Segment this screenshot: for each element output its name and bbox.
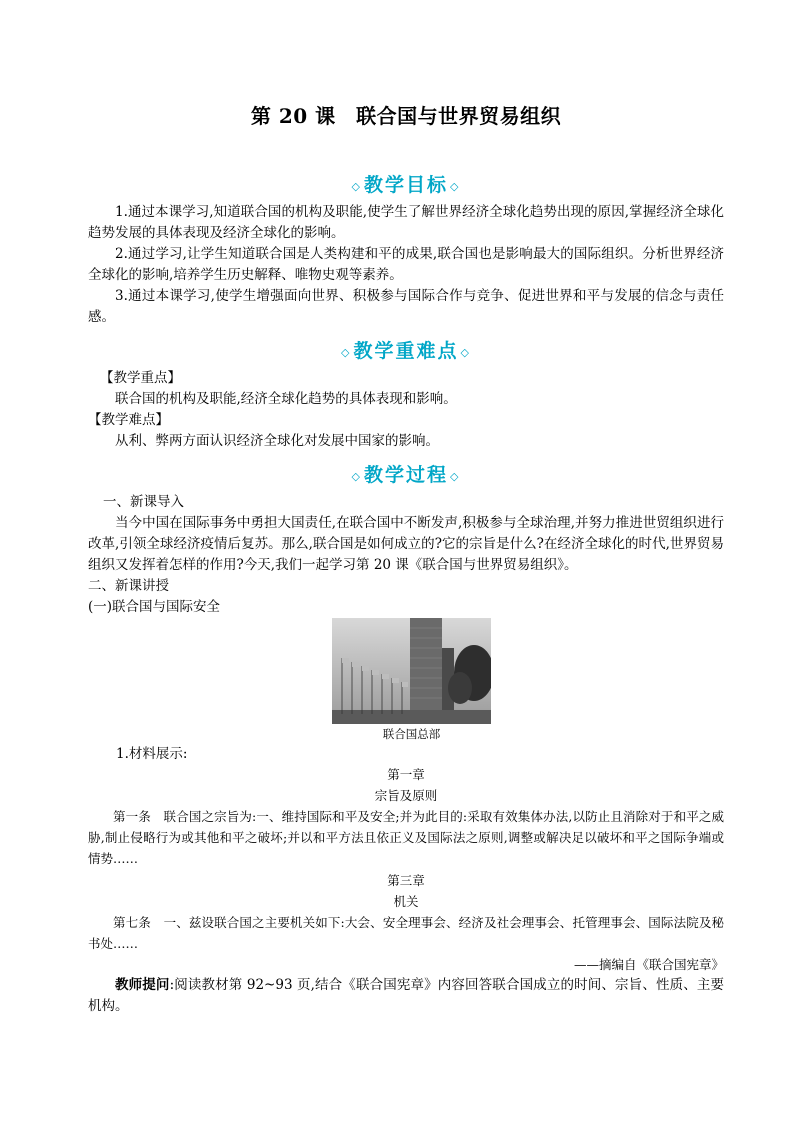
subsection-heading: (一)联合国与国际安全 — [88, 599, 221, 615]
objective-3: 3.通过本课学习,使学生增强面向世界、积极参与国际合作与竞争、促进世界和平与发展的信念与责任感。 — [88, 288, 724, 325]
chapter1-title: 第一章 — [387, 767, 425, 782]
diamond-icon: ◇ — [351, 469, 362, 483]
process-heading: ◇ 教学过程 ◇ — [351, 464, 461, 486]
source-citation: ——摘编自《联合国宪章》 — [573, 957, 724, 972]
diamond-icon: ◇ — [450, 179, 461, 193]
keypoints-heading: ◇ 教学重难点 ◇ — [341, 340, 471, 362]
objectives-heading: ◇ 教学目标 ◇ — [351, 174, 461, 196]
photo-caption: 联合国总部 — [382, 727, 441, 741]
diamond-icon: ◇ — [351, 179, 362, 193]
diamond-icon: ◇ — [460, 345, 471, 359]
lesson-title: 第 20 课 联合国与世界贸易组织 — [250, 104, 562, 128]
difficulty-text: 从利、弊两方面认识经济全球化对发展中国家的影响。 — [115, 433, 439, 449]
chapter3-subtitle: 机关 — [393, 894, 419, 909]
objective-2: 2.通过学习,让学生知道联合国是人类构建和平的成果,联合国也是影响最大的国际组织。分析世界经济全球化的影响,培养学生历史解释、唯物史观等素养。 — [88, 246, 724, 283]
intro-heading: 一、新课导入 — [103, 494, 184, 510]
focus-text: 联合国的机构及职能,经济全球化趋势的具体表现和影响。 — [115, 391, 457, 407]
objective-1: 1.通过本课学习,知道联合国的机构及职能,使学生了解世界经济全球化趋势出现的原因,掌握经济全球化趋势发展的具体表现及经济全球化的影响。 — [88, 204, 724, 241]
material-label: 1.材料展示: — [116, 746, 188, 762]
question-text: :阅读教材第 92~93 页,结合《联合国宪章》内容回答联合国成立的时间、宗旨、性质、主要机构。 — [88, 977, 725, 1014]
article-7: 第七条 一、兹设联合国之主要机关如下:大会、安全理事会、经济及社会理事会、托管理事会、国际法院及秘书处…… — [88, 915, 724, 951]
chapter3-title: 第三章 — [387, 873, 425, 888]
diamond-icon: ◇ — [450, 469, 461, 483]
chapter1-subtitle: 宗旨及原则 — [374, 788, 438, 803]
focus-label: 【教学重点】 — [100, 370, 181, 386]
lecture-heading: 二、新课讲授 — [88, 578, 169, 594]
difficulty-label: 【教学难点】 — [88, 412, 169, 428]
question-label: 教师提问 — [115, 977, 170, 993]
teacher-question — [88, 975, 724, 1017]
diamond-icon: ◇ — [341, 345, 352, 359]
intro-text: 当今中国在国际事务中勇担大国责任,在联合国中不断发声,积极参与全球治理,并努力推进世贸组织进行改革,引领全球经济疫情后复苏。那么,联合国是如何成立的?它的宗旨是什么?在经济全球化的时代,世界贸易组织又发挥着怎样的作用?今天,我们一起学习第 20 课《联合国与世界贸易组织》。 — [88, 515, 724, 573]
article-1: 第一条 联合国之宗旨为:一、维持国际和平及安全;并为此目的:采取有效集体办法,以防止且消除对于和平之威胁,制止侵略行为或其他和平之破坏;并以和平方法且依正义及国际法之原则,调整或解决足以破坏和平之国际争端或情势…… — [88, 809, 724, 866]
un-headquarters-photo — [332, 618, 491, 724]
un-headquarters-image — [332, 618, 491, 724]
